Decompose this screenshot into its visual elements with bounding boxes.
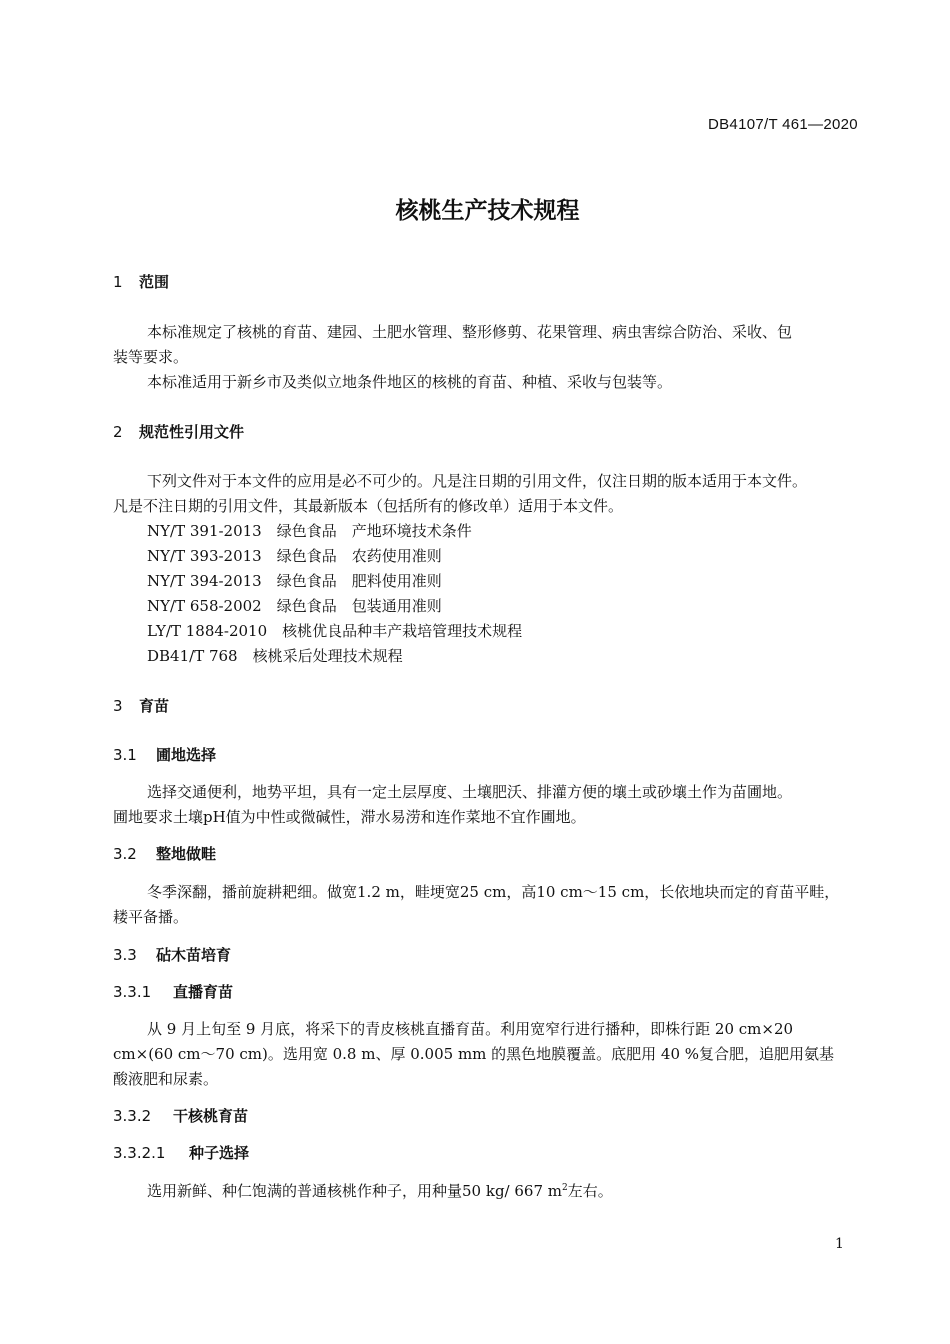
reference-item: NY/T 391-2013 绿色食品 产地环境技术条件 xyxy=(147,522,472,540)
superscript: 2 xyxy=(562,1183,568,1193)
paragraph-line: 耧平备播。 xyxy=(113,908,189,926)
paragraph-line: 下列文件对于本文件的应用是必不可少的。凡是注日期的引用文件，仅注日期的版本适用于本文件。 xyxy=(147,472,808,490)
section-title: 干核桃育苗 xyxy=(173,1107,249,1125)
paragraph-line: 从 9 月上旬至 9 月底，将采下的青皮核桃直播育苗。利用宽窄行进行播种，即株行距 20 cm×20 xyxy=(147,1020,794,1038)
reference-item: NY/T 658-2002 绿色食品 包装通用准则 xyxy=(147,597,442,615)
paragraph-line: 凡是不注日期的引用文件，其最新版本（包括所有的修改单）适用于本文件。 xyxy=(113,497,624,515)
section-title: 育苗 xyxy=(139,697,170,715)
section-number: 3 xyxy=(113,697,123,715)
section-number: 3.2 xyxy=(113,845,137,863)
paragraph-line xyxy=(147,1180,613,1201)
page-title: 核桃生产技术规程 xyxy=(395,198,580,224)
paragraph-line: cm×(60 cm～70 cm)。选用宽 0.8 m、厚 0.005 mm 的黑色地膜覆盖。底肥用 40 %复合肥，追肥用氨基 xyxy=(113,1045,835,1063)
section-3-3-heading xyxy=(113,944,231,965)
section-3-3-2-heading xyxy=(113,1105,248,1126)
section-title: 直播育苗 xyxy=(173,983,234,1001)
paragraph-line: 冬季深翻，播前旋耕耙细。做宽1.2 m，畦埂宽25 cm，高10 cm～15 cm，长依地块而定的育苗平畦， xyxy=(147,883,840,901)
standard-code: DB4107/T 461—2020 xyxy=(708,116,858,133)
section-2-heading xyxy=(113,421,244,442)
paragraph-line: 圃地要求土壤pH值为中性或微碱性，滞水易涝和连作菜地不宜作圃地。 xyxy=(113,808,586,826)
section-title: 整地做畦 xyxy=(156,845,217,863)
section-number: 3.3.2.1 xyxy=(113,1144,166,1162)
reference-item: NY/T 394-2013 绿色食品 肥料使用准则 xyxy=(147,572,442,590)
section-1-heading xyxy=(113,271,169,292)
page-number: 1 xyxy=(835,1236,844,1252)
section-number: 3.1 xyxy=(113,746,137,764)
reference-item: LY/T 1884-2010 核桃优良品种丰产栽培管理技术规程 xyxy=(147,622,523,640)
text-run: 选用新鲜、种仁饱满的普通核桃作种子，用种量50 kg/ 667 m xyxy=(147,1182,562,1200)
section-3-1-heading xyxy=(113,744,216,765)
section-3-3-2-1-heading xyxy=(113,1142,249,1163)
section-title: 规范性引用文件 xyxy=(139,423,245,441)
paragraph-line: 酸液肥和尿素。 xyxy=(113,1070,219,1088)
reference-item: NY/T 393-2013 绿色食品 农药使用准则 xyxy=(147,547,442,565)
text-run: 左右。 xyxy=(567,1182,613,1200)
paragraph-line: 本标准适用于新乡市及类似立地条件地区的核桃的育苗、种植、采收与包装等。 xyxy=(147,373,673,391)
paragraph-line: 装等要求。 xyxy=(113,348,189,366)
section-number: 3.3.1 xyxy=(113,983,152,1001)
section-number: 3.3.2 xyxy=(113,1107,152,1125)
section-number: 2 xyxy=(113,423,123,441)
section-3-3-1-heading xyxy=(113,981,233,1002)
paragraph-line: 本标准规定了核桃的育苗、建园、土肥水管理、整形修剪、花果管理、病虫害综合防治、采收、包 xyxy=(147,323,793,341)
reference-item: DB41/T 768 核桃采后处理技术规程 xyxy=(147,647,403,665)
section-3-heading xyxy=(113,695,169,716)
section-number: 3.3 xyxy=(113,946,137,964)
section-title: 砧木苗培育 xyxy=(156,946,232,964)
paragraph-line: 选择交通便利，地势平坦，具有一定土层厚度、土壤肥沃、排灌方便的壤土或砂壤土作为苗圃地。 xyxy=(147,783,793,801)
section-title: 圃地选择 xyxy=(156,746,217,764)
section-3-2-heading xyxy=(113,843,216,864)
section-number: 1 xyxy=(113,273,123,291)
section-title: 种子选择 xyxy=(189,1144,250,1162)
section-title: 范围 xyxy=(139,273,170,291)
